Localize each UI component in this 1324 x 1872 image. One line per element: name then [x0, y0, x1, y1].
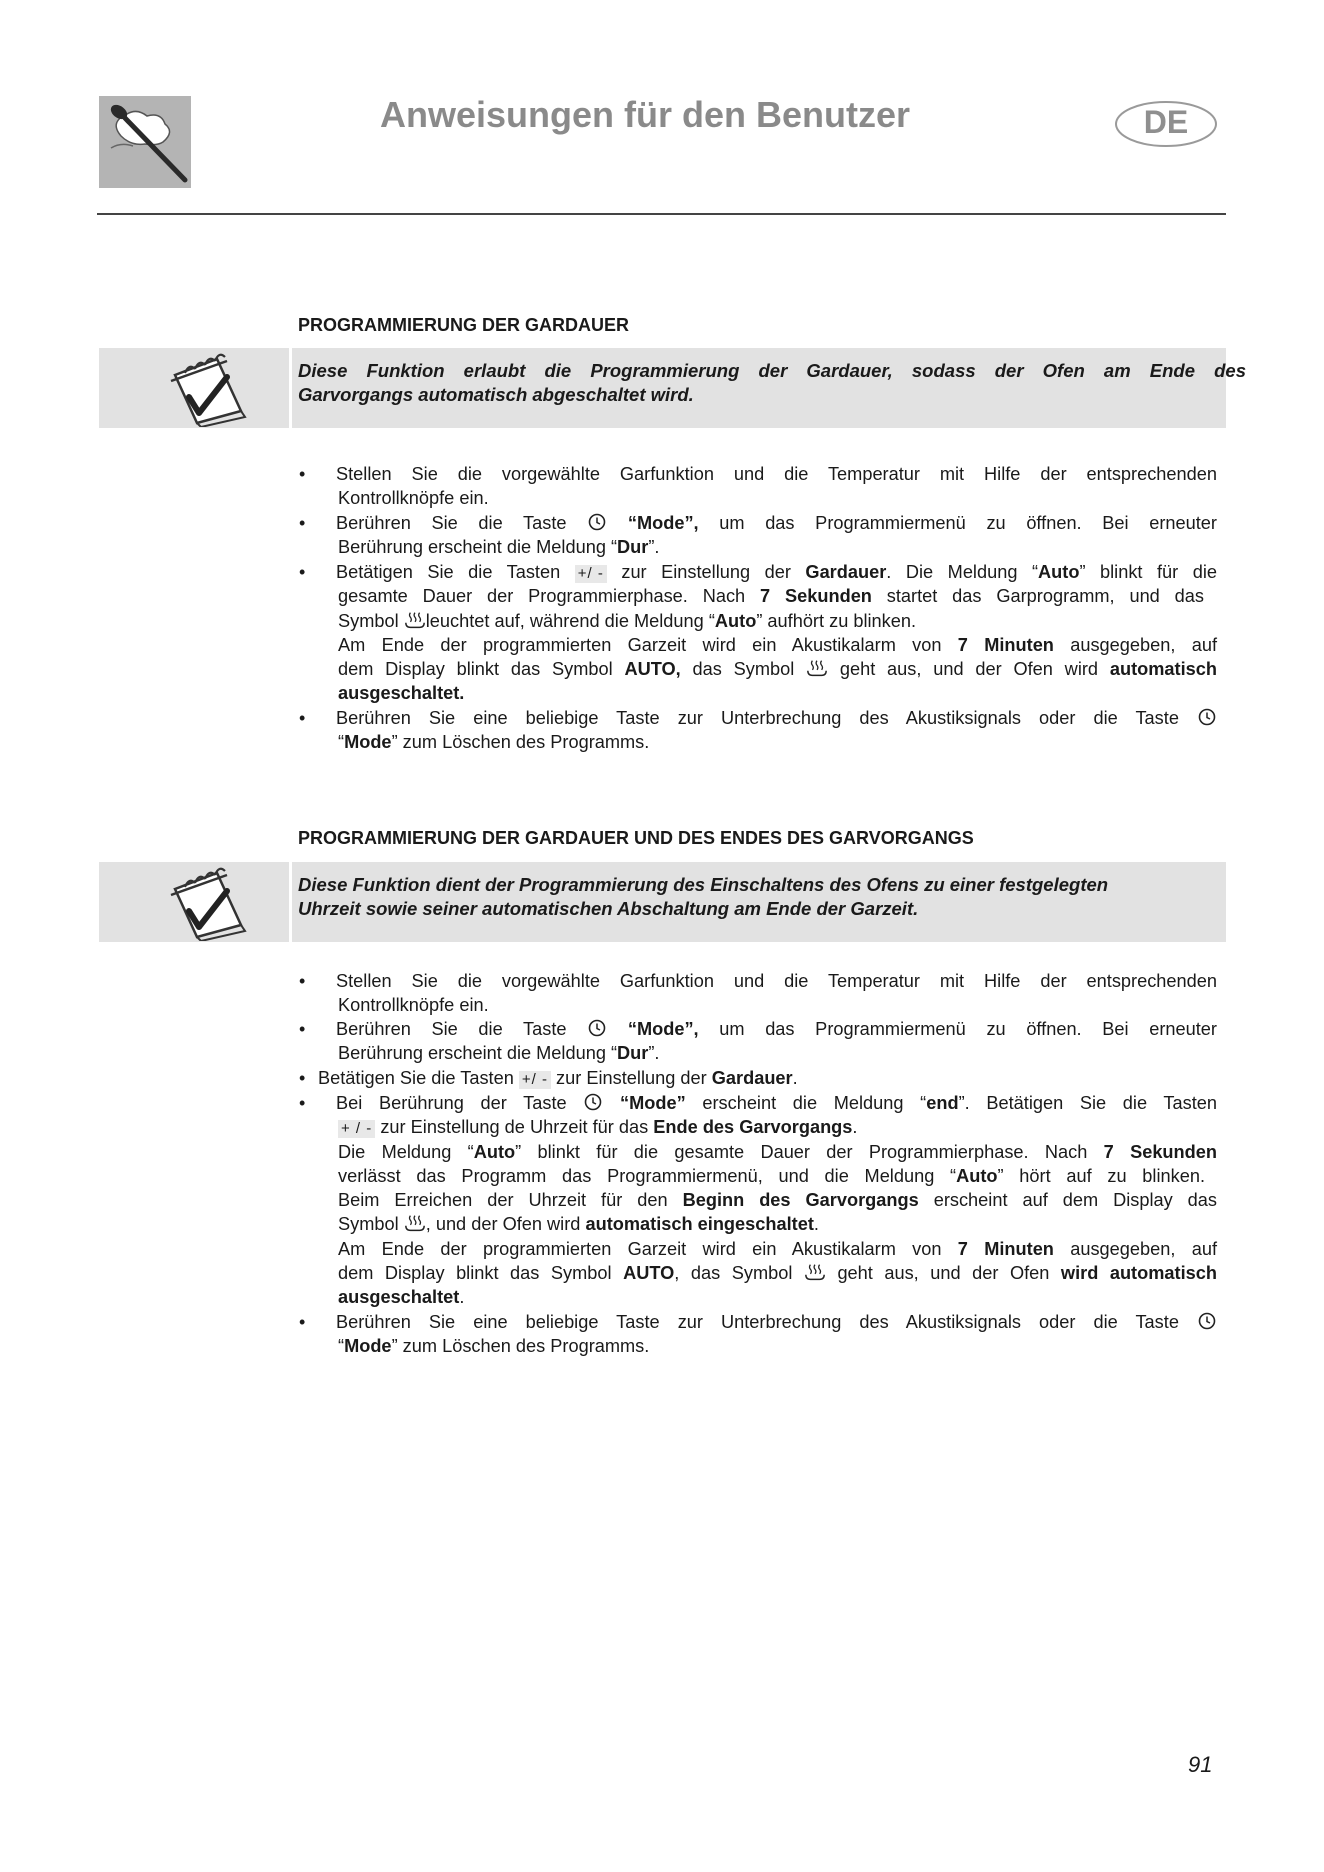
bullet: • [299, 1019, 306, 1039]
bullet: • [299, 562, 306, 582]
bullet: • [299, 464, 306, 484]
section-heading: PROGRAMMIERUNG DER GARDAUER [298, 315, 630, 335]
note-text-line: Diese Funktion erlaubt die Programmierung der Gardauer, sodass der Ofen am Ende des [298, 360, 1246, 381]
bullet: • [299, 513, 306, 533]
clock-mode-icon [583, 1092, 603, 1112]
text-line: Kontrollknöpfe ein. [338, 488, 489, 508]
note-text-line: Uhrzeit sowie seiner automatischen Abschaltung am Ende der Garzeit. [298, 898, 919, 919]
note-text-line: Diese Funktion dient der Programmierung des Einschaltens des Ofens zu einer festgelegten [298, 874, 1109, 895]
steam-symbol-icon [806, 658, 828, 678]
plus-minus-keys-icon: +/ - [519, 1071, 551, 1089]
section-heading: PROGRAMMIERUNG DER GARDAUER UND DES ENDES DES GARVORGANGS [298, 828, 974, 848]
text-line: Beim Erreichen der Uhrzeit für den Beginn des Garvorgangs erscheint auf dem Display das [338, 1190, 1218, 1210]
clock-mode-icon [1197, 707, 1217, 727]
steam-symbol-icon [404, 610, 426, 630]
text-line: Bei Berührung der Taste “Mode” erscheint die Meldung “end”. Betätigen Sie die Tasten [336, 1093, 1217, 1113]
text-line: Die Meldung “Auto” blinkt für die gesamte Dauer der Programmierphase. Nach 7 Sekunden [338, 1142, 1217, 1162]
text-line: + / - zur Einstellung de Uhrzeit für das Ende des Garvorgangs. [338, 1115, 857, 1139]
text-line: Berührung erscheint die Meldung “Dur”. [338, 537, 660, 557]
plus-minus-keys-icon: +/ - [575, 565, 607, 583]
text-line: Symbol , und der Ofen wird automatisch eingeschaltet. [338, 1214, 819, 1234]
text-line: Berühren Sie eine beliebige Taste zur Unterbrechung des Akustiksignals oder die Taste [336, 1310, 1217, 1334]
bullet: • [299, 708, 306, 728]
text-line: Berühren Sie eine beliebige Taste zur Unterbrechung des Akustiksignals oder die Taste [336, 706, 1217, 730]
text-line: dem Display blinkt das Symbol AUTO, das Symbol geht aus, und der Ofen wird automatisch [338, 1263, 1217, 1283]
text-line: Symbol leuchtet auf, während die Meldung “Auto” aufhört zu blinken. [338, 611, 917, 631]
text-line: Berühren Sie die Taste “Mode”, um das Programmiermenü zu öffnen. Bei erneuter [336, 1019, 1217, 1039]
clock-mode-icon [1197, 1311, 1217, 1331]
header-logo [99, 96, 191, 188]
text-line: Stellen Sie die vorgewählte Garfunktion und die Temperatur mit Hilfe der entsprechenden [336, 464, 1217, 484]
clock-mode-icon [587, 512, 607, 532]
text-line: Betätigen Sie die Tasten +/ - zur Einstellung der Gardauer. [318, 1068, 798, 1088]
text-line: “Mode” zum Löschen des Programms. [338, 1336, 650, 1356]
steam-symbol-icon [404, 1213, 426, 1233]
text-line: Berührung erscheint die Meldung “Dur”. [338, 1043, 660, 1063]
text-line: Stellen Sie die vorgewählte Garfunktion und die Temperatur mit Hilfe der entsprechenden [336, 971, 1217, 991]
spoon-chef-hat-icon [99, 96, 191, 188]
steam-symbol-icon [804, 1262, 826, 1282]
text-line: Kontrollknöpfe ein. [338, 995, 489, 1015]
text-line: Betätigen Sie die Tasten +/ - zur Einstellung der Gardauer. Die Meldung “Auto” blinkt für die [336, 562, 1217, 582]
notepad-check-icon [157, 865, 257, 941]
page-number: 91 [1188, 1752, 1213, 1777]
text-line: Berühren Sie die Taste “Mode”, um das Programmiermenü zu öffnen. Bei erneuter [336, 513, 1217, 533]
bullet: • [299, 971, 306, 991]
text-line: verlässt das Programm das Programmiermenü, und die Meldung “Auto” hört auf zu blinken. [338, 1166, 1205, 1186]
bullet: • [299, 1068, 306, 1088]
text-line: Am Ende der programmierten Garzeit wird ein Akustikalarm von 7 Minuten ausgegeben, auf [338, 635, 1218, 655]
text-line: Am Ende der programmierten Garzeit wird ein Akustikalarm von 7 Minuten ausgegeben, auf [338, 1239, 1218, 1259]
header-divider [97, 213, 1226, 215]
text-line: ausgeschaltet. [338, 683, 465, 703]
note-icon-box [99, 862, 289, 942]
text-line: “Mode” zum Löschen des Programms. [338, 732, 650, 752]
bullet: • [299, 1312, 306, 1332]
clock-mode-icon [587, 1018, 607, 1038]
text-line: dem Display blinkt das Symbol AUTO, das Symbol geht aus, und der Ofen wird automatisch [338, 659, 1217, 679]
text-line: ausgeschaltet. [338, 1287, 465, 1307]
page-title: Anweisungen für den Benutzer [380, 94, 911, 135]
note-icon-box [99, 348, 289, 428]
text-line: gesamte Dauer der Programmierphase. Nach 7 Sekunden startet das Garprogramm, und das [338, 586, 1204, 606]
language-badge: DE [1143, 104, 1189, 140]
note-text-line: Garvorgangs automatisch abgeschaltet wird. [298, 384, 694, 405]
bullet: • [299, 1093, 306, 1113]
notepad-check-icon [157, 351, 257, 427]
plus-minus-keys-icon: + / - [338, 1120, 375, 1138]
